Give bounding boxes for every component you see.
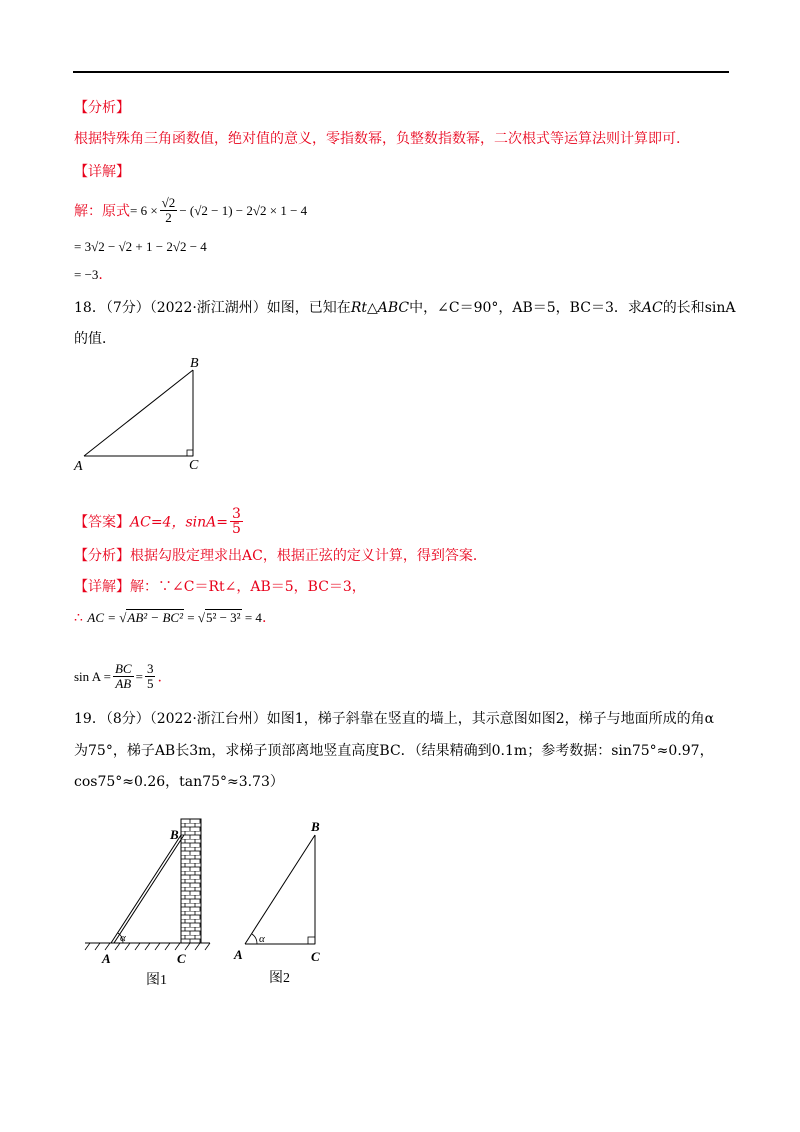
- q18-text: 18．（7分）（2022·浙江湖州）如图，已知在: [74, 300, 351, 316]
- eq-part: =: [135, 669, 143, 685]
- q18-text: 的长和: [662, 300, 705, 316]
- q18-triangle: Rt△ABC: [350, 300, 410, 316]
- q18-eq-1: ∴ AC = √AB² − BC² = √5² − 3² = 4.: [74, 610, 267, 626]
- q19-figure-1: [80, 815, 220, 990]
- vertex-b: B: [311, 819, 320, 834]
- analysis-text: 根据勾股定理求出AC，根据正弦的定义计算，得到答案．: [130, 548, 487, 564]
- eq-denominator: AB: [115, 676, 132, 691]
- q18-line-2: 的值．: [74, 331, 116, 347]
- detail-tag: 【详解】: [74, 579, 130, 595]
- vertex-b: B: [190, 356, 199, 371]
- answer-tag: 【答案】: [74, 514, 130, 531]
- figure-caption: 图2: [269, 971, 290, 986]
- eq-part: AC =: [87, 610, 117, 625]
- detail-tag: 【详解】: [74, 164, 130, 180]
- detail-line-3: = −3.: [74, 267, 103, 283]
- math-part: = 6 ×: [130, 203, 158, 219]
- q19-line-3: cos75°≈0.26，tan75°≈3.73）: [74, 774, 284, 790]
- result: = −3: [74, 267, 99, 282]
- vertex-c: C: [189, 458, 199, 473]
- analysis-tag: 【分析】: [74, 100, 130, 116]
- alpha-label: α: [120, 932, 126, 944]
- detail-line-2: = 3√2 − √2 + 1 − 2√2 − 4: [74, 239, 207, 254]
- eq-part: =: [187, 610, 195, 625]
- eq-radicand: AB² − BC²: [127, 610, 183, 625]
- eq-denominator: 5: [146, 676, 154, 691]
- math-part: − (√2 − 1) − 2√2 × 1 − 4: [179, 203, 308, 219]
- detail-text: 解：∵∠C＝Rt∠，AB＝5，BC＝3，: [130, 579, 366, 595]
- eq-part: = 4: [244, 610, 262, 625]
- detail-lead: 解：原式: [74, 203, 130, 220]
- fraction-denominator: 2: [165, 210, 172, 225]
- eq-numerator: 3: [146, 661, 154, 676]
- q19-figure-2: [228, 815, 338, 990]
- vertex-a: A: [74, 459, 83, 474]
- eq-numerator: BC: [114, 661, 132, 676]
- header-rule: [73, 71, 729, 73]
- q18-triangle-figure: [70, 350, 220, 475]
- vertex-b: B: [170, 827, 179, 842]
- q18-line-1: [74, 299, 735, 317]
- q18-answer: [74, 508, 245, 537]
- vertex-c: C: [177, 951, 186, 966]
- q18-sina: sinA: [704, 300, 736, 316]
- analysis-text: 根据特殊角三角函数值，绝对值的意义，零指数幂，负整数指数幂，二次根式等运算法则计算即可.: [74, 131, 681, 147]
- q19-line-2: 为75°，梯子AB长3m，求梯子顶部离地竖直高度BC．（结果精确到0.1m；参考数据：sin75°≈0.97，: [74, 743, 714, 759]
- q18-ac: AC: [641, 300, 663, 316]
- vertex-a: A: [234, 947, 243, 962]
- q18-text: 中，∠C＝90°，AB＝5，BC＝3．求: [409, 300, 642, 316]
- vertex-a: A: [102, 951, 111, 966]
- figure-caption: 图1: [146, 973, 167, 988]
- vertex-c: C: [311, 949, 320, 964]
- therefore-symbol: ∴: [74, 610, 83, 626]
- answer-numerator: 3: [231, 506, 241, 522]
- q18-eq-2: sin A = $\frac{BC}{AB}$ = $\frac{3}{5}$ .: [74, 661, 162, 691]
- answer-denominator: 5: [231, 521, 241, 537]
- analysis-tag: 【分析】: [74, 548, 130, 564]
- q19-line-1: 19．（8分）（2022·浙江台州）如图1，梯子斜靠在竖直的墙上，其示意图如图2，梯子与地面所成的角α: [74, 711, 715, 727]
- q18-analysis: [74, 547, 487, 565]
- eq-part: sin A =: [74, 669, 111, 685]
- alpha-label: α: [259, 933, 265, 945]
- detail-line-1: [74, 195, 308, 227]
- q18-detail: [74, 578, 366, 596]
- eq-radicand: 5² − 3²: [205, 610, 241, 625]
- fraction-numerator: √2: [161, 195, 176, 210]
- answer-text: AC=4，sinA=: [130, 514, 228, 531]
